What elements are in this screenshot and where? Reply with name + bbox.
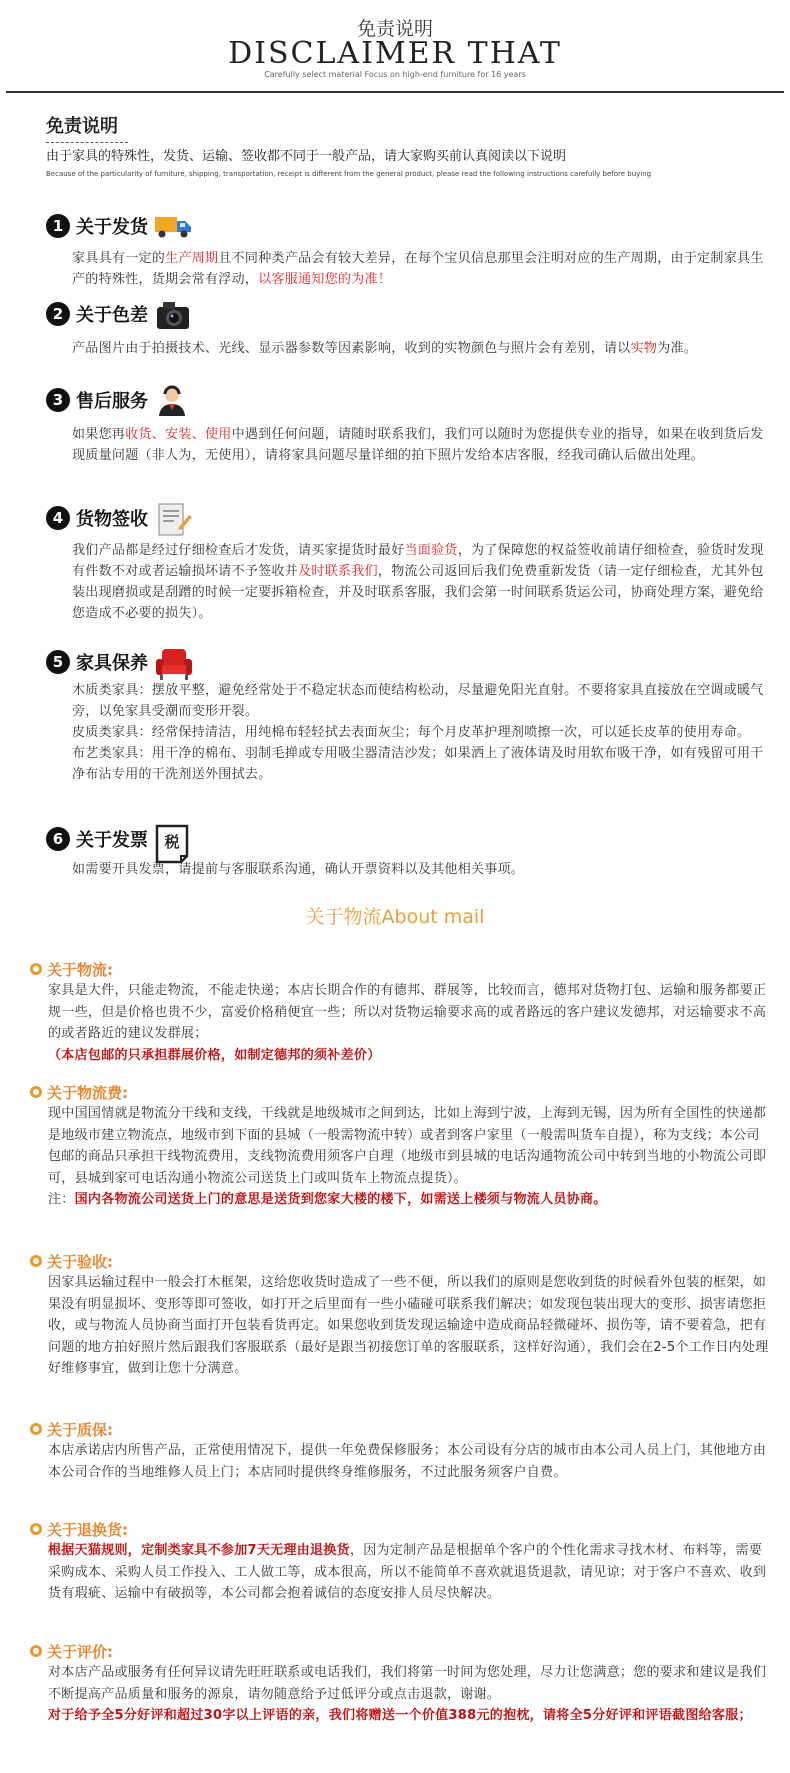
logistics-item-body — [48, 1662, 770, 1727]
section-invoice — [46, 823, 766, 880]
section-after-sales — [46, 384, 766, 466]
para — [48, 1540, 770, 1605]
highlight-text: 收货、安装、使用 — [125, 427, 232, 442]
section-title: 关于发货 — [76, 217, 148, 238]
section-number: 1 — [46, 214, 70, 238]
para — [48, 1189, 770, 1211]
highlight-text: 生产周期 — [165, 251, 219, 266]
section-body — [72, 248, 766, 290]
intro-title: 免责说明 — [46, 116, 118, 137]
section-maintenance — [46, 646, 766, 785]
logistics-item — [30, 1640, 770, 1727]
bullet-ring-icon — [30, 1086, 42, 1098]
logistics-item-body — [48, 1440, 770, 1483]
para: 因家具运输过程中一般会打木框架，这给您收货时造成了一些不便，所以我们的原则是您收到货的时候看外包装的框架，如果没有明显损坏、变形等即可签收，如打开之后里面有一些小磕碰可联系我们解决；如发现包装出现大的变形、损害请您拒收，或与物流人员协商当面打开包装看货再定。如果您收到货发现运输途中造成商品轻微碰坏、损伤等，请不要着急，把有问题的地方拍好照片然后跟我们客服联系（最好是跟当初接您订单的客服联系，这样好沟通），我们会在2-5个工作日内处理好维修事宜，做到让您十分满意。 — [48, 1275, 769, 1377]
body-text: ，为了保障您的权益签收前请仔细检查，验货时发现有件数不对或者运输损坏请不予签收并 — [72, 543, 764, 579]
section-number: 4 — [46, 506, 70, 530]
body-text: 我们产品都是经过仔细检查后才发货，请买家提货时最好 — [72, 543, 405, 558]
body-text: 如需要开具发票，请提前与客服联系沟通，确认开票资料以及其他相关事项。 — [72, 862, 525, 877]
para-highlight: 对于给予全5分好评和超过30字以上评语的亲，我们将赠送一个价值388元的抱枕，请将全5分好评和评语截图给客服； — [48, 1708, 752, 1724]
camera-icon — [154, 299, 194, 329]
logistics-item-body — [48, 1103, 770, 1211]
bullet-ring-icon — [30, 1645, 42, 1657]
section-shipping — [46, 210, 766, 290]
section-number: 3 — [46, 388, 70, 412]
logistics-item-body — [48, 980, 770, 1066]
logistics-item — [30, 1518, 770, 1605]
intro-dash — [46, 142, 128, 143]
tax-char: 税 — [164, 833, 180, 851]
service-agent-icon — [154, 385, 194, 415]
logistics-item-title: 关于评价: — [47, 1642, 113, 1661]
logistics-item-title: 关于质保: — [47, 1420, 113, 1439]
logistics-item — [30, 1081, 770, 1211]
section-body — [72, 338, 766, 359]
para-highlight: （本店包邮的只承担群展价格，如制定德邦的须补差价） — [48, 1047, 381, 1063]
para: 现中国国情就是物流分干线和支线，干线就是地级城市之间到达，比如上海到宁波，上海到无锡，因为所有全国性的快递都是地级市建立物流点，地级市到下面的县城（一般需物流中转）或者到客户家里（一般需叫货车自提），称为支线；本公司包邮的商品只承担干线物流费用，支线物流费用须客户自理（地级市到县城的电话沟通物流公司中转到当地的小物流公司即可，县城到家可电话沟通小物流公司送货上门或叫货车上物流点提货）。 — [48, 1106, 767, 1186]
body-text: 产品图片由于拍摄技术、光线、显示器参数等因素影响，收到的实物颜色与照片会有差别，请以 — [72, 341, 631, 356]
logistics-item-title: 关于退换货: — [47, 1520, 128, 1539]
maintenance-fabric: 布艺类家具：用干净的棉布、羽制毛掸或专用吸尘器清洁沙发；如果洒上了液体请及时用软布吸干净，如有残留可用干净布沾专用的干洗剂送外围拭去。 — [72, 746, 764, 782]
tax-invoice-icon — [154, 824, 194, 854]
section-body — [72, 424, 766, 466]
intro-line-en: Because of the particularity of furniture, shipping, transportation, receipt is different from the general product, please read the following instructions carefully before buying — [46, 170, 652, 178]
logistics-item-body — [48, 1540, 770, 1605]
page-header — [0, 0, 790, 94]
section-receipt — [46, 502, 766, 624]
body-text: 为准。 — [657, 341, 698, 356]
delivery-truck-icon — [154, 211, 194, 241]
highlight-text: 及时联系我们 — [298, 564, 378, 579]
intro-block — [46, 112, 766, 181]
note-label: 注： — [48, 1192, 75, 1208]
bullet-ring-icon — [30, 963, 42, 975]
highlight-text: 实物 — [630, 341, 658, 356]
logistics-item — [30, 958, 770, 1066]
bullet-ring-icon — [30, 1523, 42, 1535]
para-highlight: 根据天猫规则，定制类家具不参加7天无理由退换货 — [48, 1543, 350, 1558]
logistics-item — [30, 1418, 770, 1483]
note-highlight: 国内各物流公司送货上门的意思是送货到您家大楼的楼下，如需送上楼须与物流人员协商。 — [74, 1192, 607, 1208]
body-text: 家具具有一定的 — [72, 251, 166, 266]
highlight-text: 以客服通知您的为准！ — [258, 272, 392, 287]
signature-document-icon — [154, 503, 194, 533]
highlight-text: 当面验货 — [404, 543, 458, 558]
body-text: 如果您再 — [72, 427, 126, 442]
body-text: 中遇到任何问题，请随时联系我们，我们可以随时为您提供专业的指导，如果在收到货后发现质量问题（非人为，无使用），请将家具问题尽量详细的拍下照片发给本店客服，经我司确认后做出处理。 — [72, 427, 764, 463]
logistics-item-title: 关于验收: — [47, 1252, 113, 1271]
body-text: ，物流公司返回后我们免费重新发货（请一定仔细检查，尤其外包装出现磨损或是刮蹭的时候一定要拆箱检查，并及时联系客服，我们会第一时间联系货运公司，协商处理方案，避免给您造成不必要的损失）。 — [72, 564, 764, 621]
header-subtitle: Carefully select material Focus on high-end furniture for 16 years — [264, 70, 526, 79]
logistics-heading: 关于物流About mail — [305, 906, 485, 928]
section-title: 家具保养 — [76, 653, 148, 674]
section-color-difference — [46, 298, 766, 359]
header-divider — [6, 91, 784, 93]
bullet-ring-icon — [30, 1255, 42, 1267]
para-text: ，因为定制产品是根据单个客户的个性化需求寻找木材、布料等，需要采购成本、采购人员工作投入、工人做工等，成本很高，所以不能简单不喜欢就退货退款，请见谅；对于客户不喜欢、收到货有瑕疵、运输中有破损等，本公司都会抱着诚信的态度安排人员尽快解决。 — [48, 1543, 767, 1602]
para: 家具是大件，只能走物流，不能走快递；本店长期合作的有德邦、群展等，比较而言，德邦对货物打包、运输和服务都要正规一些，但是价格也贵不少，富爱价格稍便宜一些；所以对货物运输要求高的或者路远的客户建议发德邦，对运输要求不高的或者路近的建议发群展； — [48, 983, 767, 1042]
header-title-en: DISCLAIMER THAT — [228, 36, 562, 71]
section-title: 货物签收 — [76, 509, 148, 530]
body-text: 且不同种类产品会有较大差异，在每个宝贝信息那里会注明对应的生产周期，由于定制家具生产的特殊性，货期会常有浮动， — [72, 251, 764, 287]
section-title: 关于色差 — [76, 305, 148, 326]
section-title: 售后服务 — [76, 391, 148, 412]
para: 本店承诺店内所售产品，正常使用情况下，提供一年免费保修服务；本公司设有分店的城市由本公司人员上门，其他地方由本公司合作的当地维修人员上门；本店同时提供终身维修服务，不过此服务须客户自费。 — [48, 1443, 767, 1480]
section-body — [72, 680, 766, 785]
para: 对本店产品或服务有任何异议请先旺旺联系或电话我们，我们将第一时间为您处理，尽力让您满意；您的要求和建议是我们不断提高产品质量和服务的源泉，请勿随意给予过低评分或点击退款，谢谢。 — [48, 1665, 767, 1702]
armchair-icon — [154, 647, 194, 677]
maintenance-wood: 木质类家具：摆放平整，避免经常处于不稳定状态而使结构松动，尽量避免阳光直射。不要将家具直接放在空调或暖气旁，以免家具受潮而变形开裂。 — [72, 683, 764, 719]
logistics-item-body — [48, 1272, 770, 1380]
logistics-item-title: 关于物流费: — [47, 1083, 128, 1102]
section-number: 6 — [46, 827, 70, 851]
logistics-item — [30, 1250, 770, 1380]
logistics-item-title: 关于物流: — [47, 960, 113, 979]
section-body — [72, 540, 766, 624]
section-number: 5 — [46, 650, 70, 674]
header-title-cn: 免责说明 — [356, 18, 433, 40]
maintenance-leather: 皮质类家具：经常保持清洁，用纯棉布轻轻拭去表面灰尘；每个月皮革护理剂喷擦一次，可以延长皮革的使用寿命。 — [72, 725, 751, 740]
intro-line-cn: 由于家具的特殊性，发货、运输、签收都不同于一般产品，请大家购买前认真阅读以下说明 — [46, 149, 567, 164]
section-number: 2 — [46, 302, 70, 326]
section-title: 关于发票 — [76, 830, 148, 851]
bullet-ring-icon — [30, 1423, 42, 1435]
